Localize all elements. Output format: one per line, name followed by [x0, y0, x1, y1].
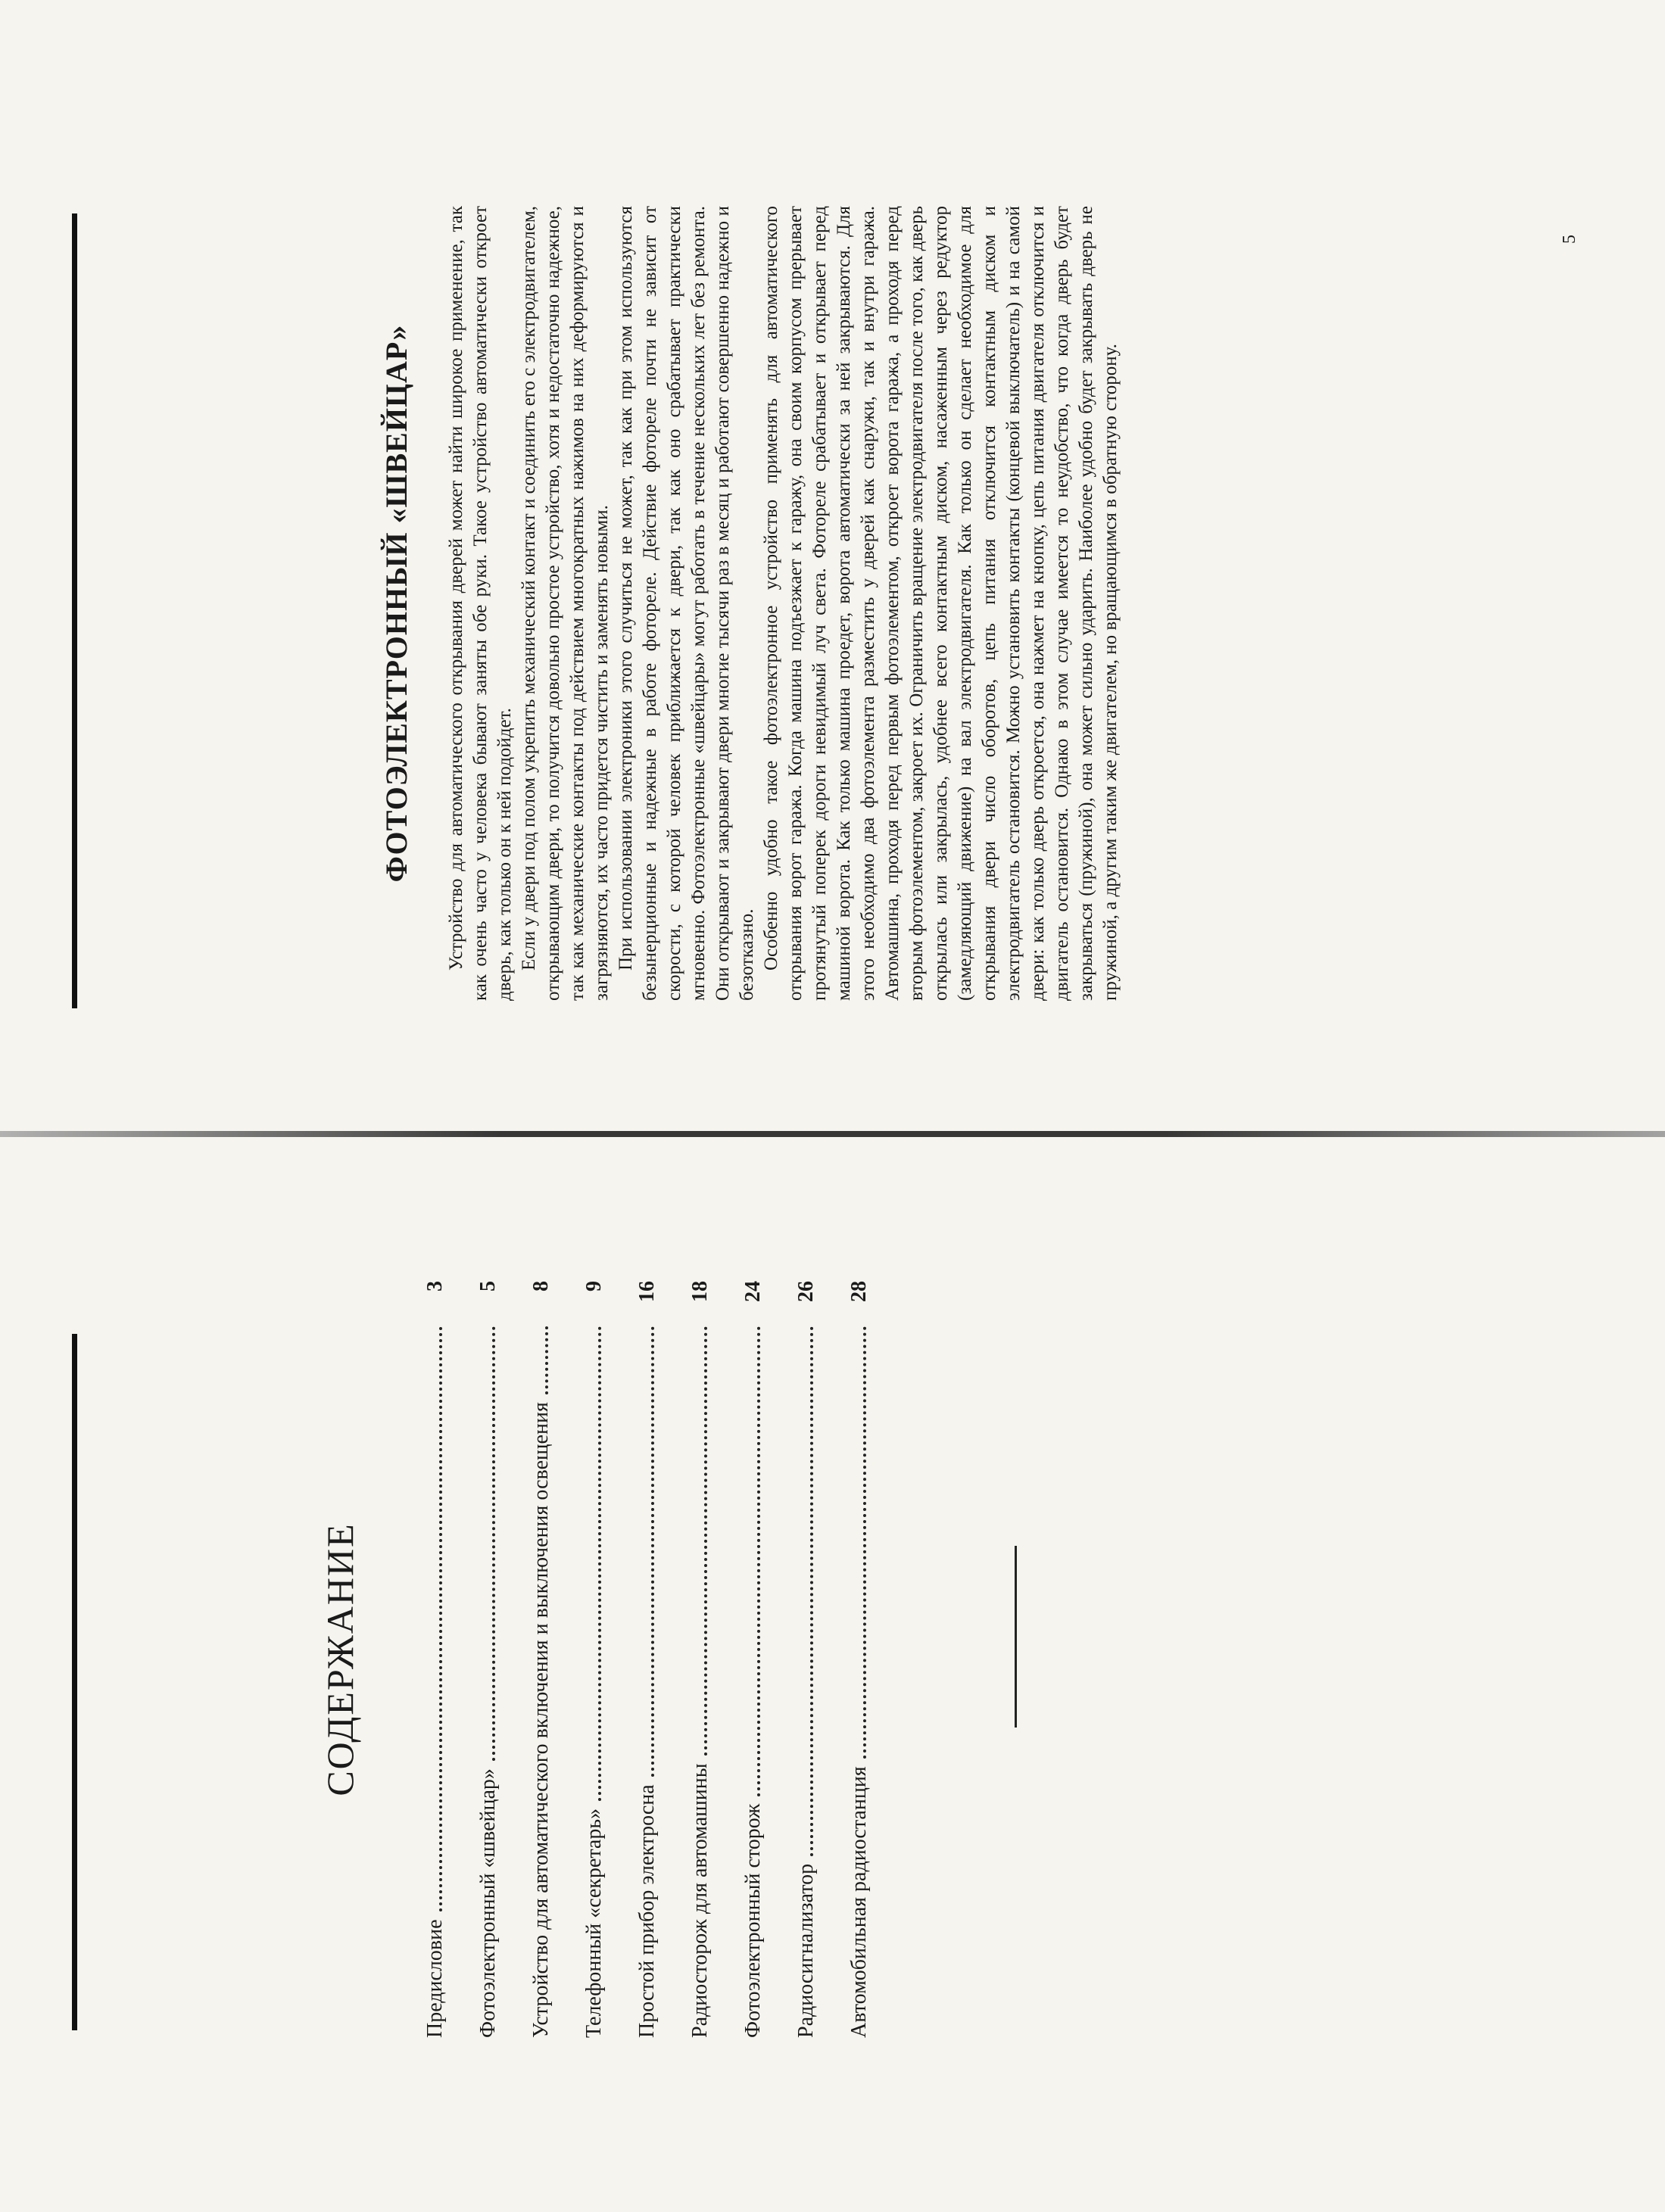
toc-item[interactable]: Устройство для автоматического включения и выключения освещения 8: [529, 1281, 553, 2038]
article-paragraph: Если у двери под полом укрепить механический контакт и соединить его с электродвигателем, открывающим двери, то получится довольно простое устройство, хотя и недостаточно надежное, так как механические контакты под действием многократных нажимов на них деформируются и загрязняются, их часто придется чистить и заменять новыми.: [519, 206, 612, 1001]
top-rule-right: [72, 213, 77, 1008]
toc-item[interactable]: Фотоэлектронный «швейцар» 5: [476, 1281, 500, 2038]
toc-title: СОДЕРЖАНИЕ: [319, 1522, 361, 1796]
page-number: 5: [1560, 235, 1579, 244]
toc-item[interactable]: Автомобильная радиостанция 28: [847, 1281, 871, 2038]
article-paragraph: При использовании электроники этого случиться не может, так как при этом используются безынерционные и надежные в работе фотореле. Действие фотореле почти не зависит от скорости, с которой человек приближается к двери, так как оно срабатывает практически мгновенно. Фотоэлектронные «швейцары» могут работать в течение нескольких лет без ремонта. Они открывают и закрывают двери многие тысячи раз в месяц и работают совершенно надежно и безотказно.: [616, 206, 757, 1001]
toc-item[interactable]: Радиосигнализатор 26: [794, 1281, 818, 2038]
toc-item[interactable]: Простой прибор электросна 16: [635, 1281, 659, 2038]
toc-item[interactable]: Радиосторож для автомашины 18: [688, 1281, 712, 2038]
article-paragraph: Особенно удобно такое фотоэлектронное устройство применять для автоматического открывания ворот гаража. Когда машина подъезжает к гаражу, она своим корпусом прерывает протянутый поперек дороги невидимый луч света. Фотореле срабатывает и открывает перед машиной ворота. Как только машина проедет, ворота автоматически за ней закрываются. Для этого необходимо два фотоэлемента разместить у дверей как снаружи, так и внутри гаража. Автомашина, проходя перед первым фотоэлементом, откроет ворота гаража, а проходя перед вторым фотоэлементом, закроет их. Ограничить вращение электродвигателя после того, как дверь открылась или закрылась, удобнее всего контактным диском, насаженным через редуктор (замедляющий движение) на вал электродвигателя. Как только он сделает необходимое для открывания двери число оборотов, цепь питания отключится контактным диском и электродвигатель остановится. Можно установить контакты (концевой выключатель) и на самой двери: как только дверь откроется, она нажмет на кнопку, цепь питания двигателя отключится и двигатель остановится. Однако в этом случае имеется то неудобство, что когда дверь будет закрываться (пружиной), она может сильно ударить. Наиболее удобно будет закрывать дверь не пружиной, а другим таким же двигателем, но вращающимся в обратную сторону.: [761, 206, 1121, 1001]
article-page: [106, 206, 1123, 1001]
article-heading: ФОТОЭЛЕКТРОННЫЙ «ШВЕЙЦАР»: [379, 324, 413, 883]
toc-end-rule: [1015, 1546, 1017, 1728]
top-rule-left: [72, 1334, 77, 2030]
table-of-contents: [106, 1281, 900, 2038]
book-gutter: [0, 1131, 1665, 1137]
toc-list: [422, 1281, 872, 2038]
toc-item[interactable]: Телефонный «секретарь» 9: [582, 1281, 606, 2038]
article-paragraph: Устройство для автоматического открывания дверей может найти широкое применение, так как очень часто у человека бывают заняты обе руки. Такое устройство автоматически откроет дверь, как только он к ней подойдет.: [446, 206, 515, 1001]
toc-item[interactable]: Фотоэлектронный сторож 24: [741, 1281, 765, 2038]
toc-item[interactable]: Предисловие 3: [423, 1281, 447, 2038]
